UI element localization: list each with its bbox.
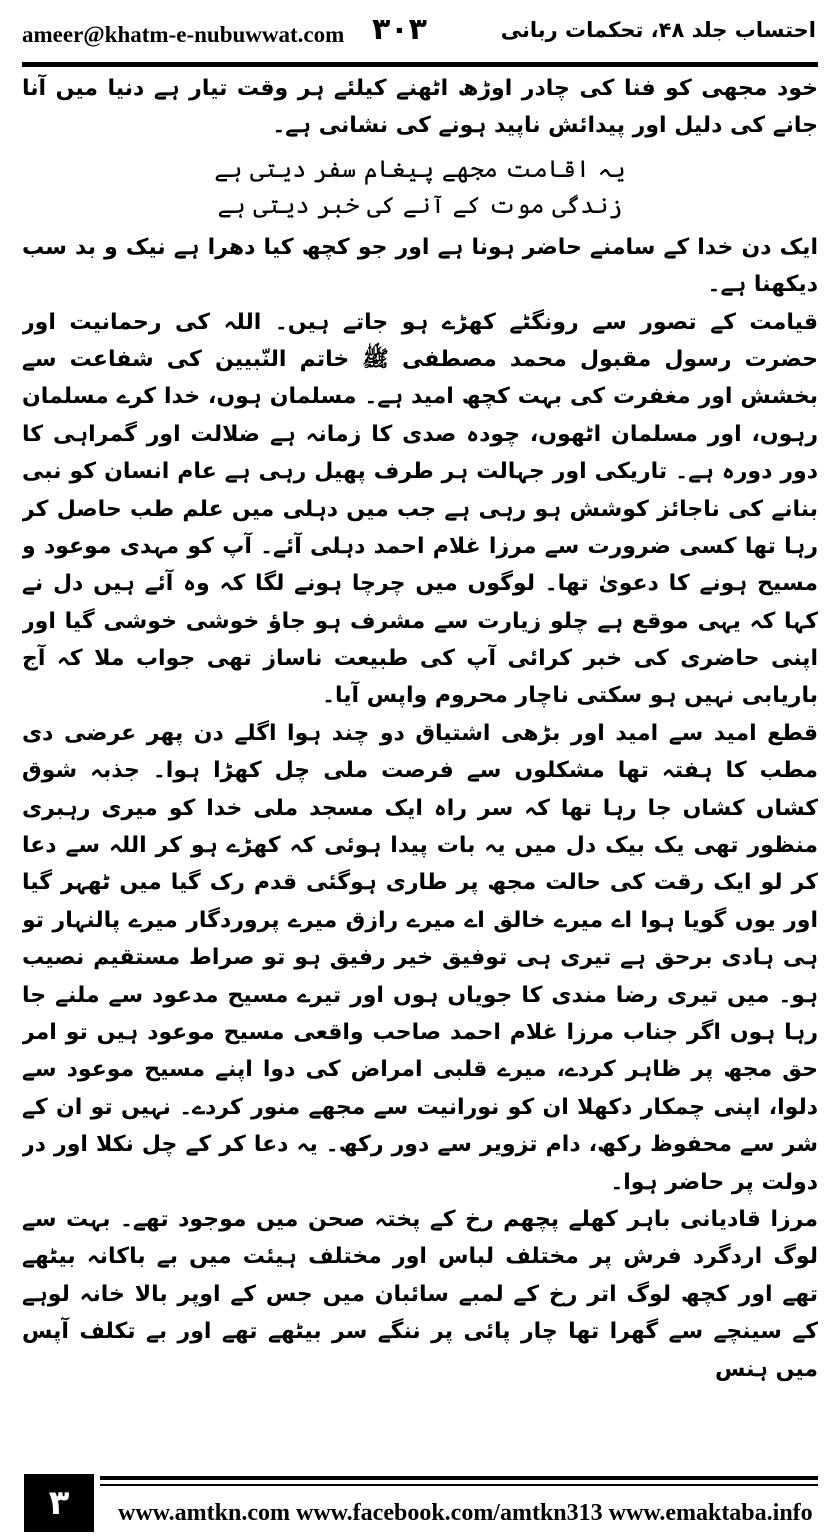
page-body [22, 70, 818, 1455]
paragraph-4: قطع امید سے امید اور بڑھی اشتیاق دو چند ہوا اگلے دن پھر عرضی دی مطب کا ہفتہ تھا مشکلوں سے فرصت ملی چل کھڑا ہوا۔ جذبہ شوق کشاں کشاں جا رہا تھا کہ سر راہ ایک مسجد ملی خدا کو میری رہبری منظور تھی یک بیک دل میں یہ بات پیدا ہوئی کہ کھڑے ہو کر اللہ سے دعا کر لو ایک رقت کی حالت مجھ پر طاری ہوگئی قدم رک گیا میں ٹھہر گیا اور یوں گویا ہوا اے میرے خالق اے میرے رازق میرے پروردگار میرے پالنہار تو ہی ہادی برحق ہے تیری ہی توفیق خیر رفیق ہو تو صراط مستقیم نصیب ہو۔ میں تیری رضا مندی کا جویاں ہوں اور تیرے مسیح مدعود سے ملنے جا رہا ہوں اگر جناب مرزا غلام احمد صاحب واقعی مسیح موعود ہیں تو امر حق مجھ پر ظاہر کردے، میرے قلبی امراض کی دوا اپنے مسیح موعود سے دلوا، اپنی چمکار دکھلا ان کو نورانیت سے مجھے منور کردے۔ نہیں تو ان کے شر سے محفوظ رکھ، دام تزویر سے دور رکھ۔ یہ دعا کر کے چل نکلا اور در دولت پر حاضر ہوا۔ [22, 720, 818, 1195]
header-email: ameer@khatm-e-nubuwwat.com [22, 22, 345, 47]
header-page-number: ۳۰۳ [372, 12, 427, 47]
footer-divider-thick [100, 1476, 818, 1480]
verse [22, 151, 818, 223]
page-footer [0, 1462, 840, 1540]
paragraph-1: خود مجھی کو فنا کی چادر اوڑھ اٹھنے کیلئے ہر وقت تیار ہے دنیا میں آنا جانے کی دلیل اور پیدائش ناپید ہونے کی نشانی ہے۔ [22, 76, 818, 139]
footer-page-number: ۳ [24, 1474, 94, 1532]
footer-divider-thin [100, 1484, 818, 1486]
paragraph-5: مرزا قادیانی باہر کھلے پچھم رخ کے پختہ صحن میں موجود تھے۔ بہت سے لوگ اردگرد فرش پر مختلف لباس اور مختلف ہیئت میں بے باکانہ بیٹھے تھے اور کچھ لوگ اتر رخ کے لمبے سائبان میں جس کے اوپر بالا خانہ لوہے کے سینچے سے گھرا تھا چار پائی پر ننگے سر بیٹھے تھے اور بے تکلف آپس میں ہنس [22, 1206, 818, 1382]
header-divider [22, 62, 818, 67]
paragraph-2: ایک دن خدا کے سامنے حاضر ہونا ہے اور جو کچھ کیا دھرا ہے نیک و بد سب دیکھنا ہے۔ [22, 234, 818, 298]
footer-urls: www.amtkn.com www.facebook.com/amtkn313 www.emaktaba.info [118, 1500, 813, 1526]
verse-line-2: زندگی موت کے آنے کی خبر دیتی ہے [217, 190, 623, 219]
paragraph-3: قیامت کے تصور سے رونگٹے کھڑے ہو جاتے ہیں۔ اللہ کی رحمانیت اور حضرت رسول مقبول محمد مصطفی ﷺ خاتم النّبیین کی شفاعت سے بخشش اور مغفرت کی بہت کچھ امید ہے۔ مسلمان ہوں، خدا کرے مسلمان رہوں، اور مسلمان اٹھوں، چودہ صدی کا زمانہ ہے ضلالت اور گمراہی کا دور دورہ ہے۔ تاریکی اور جہالت ہر طرف پھیل رہی ہے عام انسان کو نبی بنانے کی ناجائز کوشش ہو رہی ہے جب میں دہلی میں علم طب حاصل کر رہا تھا کسی ضرورت سے مرزا غلام احمد دہلی آئے۔ آپ کو مہدی موعود و مسیح ہونے کا دعویٰ تھا۔ لوگوں میں چرچا ہونے لگا کہ وہ آئے ہیں دل نے کہا کہ یہی موقع ہے چلو زیارت سے مشرف ہو جاؤ خوشی خوشی گیا اور اپنی حاضری کی خبر کرائی آپ کی طبیعت ناساز تھی جواب ملا کہ آج باریابی نہیں ہو سکتی ناچار محروم واپس آیا۔ [22, 309, 818, 709]
header-title: احتساب جلد ۴۸، تحکمات ربانی [500, 18, 816, 42]
page-header [0, 0, 840, 58]
verse-line-1: یہ اقامت مجھے پیغام سفر دیتی ہے [214, 154, 626, 183]
